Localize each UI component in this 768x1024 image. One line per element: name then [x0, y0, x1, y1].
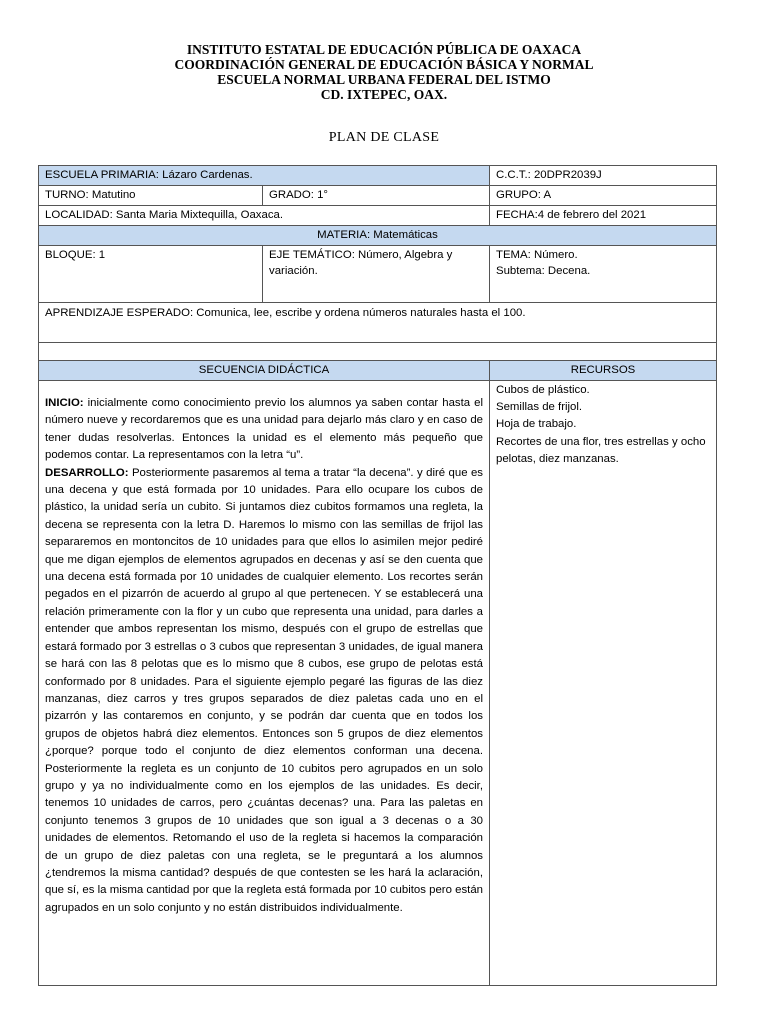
recurso-item: Hoja de trabajo. [496, 418, 577, 431]
aprendizaje-cell: APRENDIZAJE ESPERADO: Comunica, lee, escribe y ordena números naturales hasta el 100. [39, 303, 717, 343]
secuencia-cell [39, 381, 490, 986]
inicio-paragraph [45, 395, 483, 465]
tema-text: TEMA: Número. [496, 249, 578, 261]
inicio-text: inicialmente como conocimiento previo los alumnos ya saben contar hasta el número nueve y recordaremos que es una unidad para dejarlo más claro y en caso de tener dudas resolverlas. Entonces la unidad es el elemento más pequeño que podemos contar. La representamos con la letra “u”. [45, 397, 483, 462]
eje-tematico-cell: EJE TEMÁTICO: Número, Algebra y variación. [263, 246, 490, 303]
desarrollo-label: DESARROLLO: [45, 466, 129, 479]
tema-cell [490, 246, 717, 303]
secuencia-header: SECUENCIA DIDÁCTICA [39, 361, 490, 381]
localidad-cell: LOCALIDAD: Santa Maria Mixtequilla, Oaxaca. [39, 206, 490, 226]
fecha-cell: FECHA:4 de febrero del 2021 [490, 206, 717, 226]
header-line-4: CD. IXTEPEC, OAX. [320, 87, 448, 102]
cct-cell: C.C.T.: 20DPR2039J [490, 166, 717, 186]
desarrollo-paragraph [45, 465, 483, 918]
recursos-header: RECURSOS [490, 361, 717, 381]
school-cell: ESCUELA PRIMARIA: Lázaro Cardenas. [39, 166, 490, 186]
materia-cell: MATERIA: Matemáticas [39, 226, 717, 246]
inicio-label: INICIO: [45, 397, 84, 409]
lesson-plan-table [38, 165, 717, 986]
grado-cell: GRADO: 1° [263, 186, 490, 206]
recurso-item: Recortes de una flor, tres estrellas y ocho pelotas, diez manzanas. [496, 435, 706, 465]
header-line-2: COORDINACIÓN GENERAL DE EDUCACIÓN BÁSICA Y NORMAL [174, 57, 594, 72]
recurso-item: Cubos de plástico. [496, 384, 590, 396]
institution-header [0, 42, 768, 102]
desarrollo-text: Posteriormente pasaremos al tema a tratar “la decena”. y diré que es una decena y que está formada por 10 unidades. Para ello ocupare los cubos de plástico, la unidad sería un cubito. Si juntamos diez cubitos formamos una regleta, la decena se representa con la letra D. Haremos lo mismo con las semillas de frijol las separaremos en montoncitos de 10 unidades para que ellos lo asimilen mejor pediré que me digan ejemplos de elementos agrupados en decenas y así se den cuenta que una decena está formada por 10 unidades de cualquier elemento. Los recortes serán pegados en el pizarrón de acuerdo al grupo al que pertenecen. Y se establecerá una relación primeramente con la flor y un cubo que representa una unidad, para darles a entender que ambos representan los mismo, después con el grupo de estrellas que estará formado por 3 estrellas o 3 cubos que representan 3 unidades, de igual manera se hará con las 8 pelotas que es lo mismo que 8 cubos, ese grupo de pelotas está conformado por 8 unidades. Para el siguiente ejemplo pegaré las figuras de las diez manzanas, diez carros y tres grupos separados de diez paletas cada uno en el pizarrón y las contaremos en conjunto, y se podrán dar cuenta que en todos los grupos de objetos habrá diez elementos. Entonces son 5 grupos de diez elementos ¿porque? porque todo el conjunto de diez elementos conforman una decena. Posteriormente la regleta es un conjunto de 10 cubitos pero agrupados en un solo grupo y ya no individualmente como en los ejemplos de las unidades. Es decir, tenemos 10 unidades de carros, pero ¿cuántas decenas? una. Para las paletas en conjunto tenemos 3 grupos de 10 unidades que son igual a 3 decenas o a 30 unidades de elementos. Retomando el uso de la regleta si hacemos la comparación de un grupo de diez paletas con una regleta, se le preguntará a los alumnos ¿tendremos la misma cantidad? después de que contesten se les hará la aclaración, que sí, es la misma cantidad por que la regleta está formada por 10 cubitos pero están agrupados en un solo conjunto y no están distribuidos individualmente. [45, 466, 483, 914]
plan-title: PLAN DE CLASE [328, 130, 440, 145]
bloque-cell: BLOQUE: 1 [39, 246, 263, 303]
grupo-cell: GRUPO: A [490, 186, 717, 206]
recursos-cell [490, 381, 717, 986]
empty-row [39, 343, 717, 361]
header-line-1: INSTITUTO ESTATAL DE EDUCACIÓN PÚBLICA DE OAXACA [186, 42, 582, 57]
recurso-item: Semillas de frijol. [496, 401, 583, 414]
header-line-3: ESCUELA NORMAL URBANA FEDERAL DEL ISTMO [217, 72, 551, 87]
turno-cell: TURNO: Matutino [39, 186, 263, 206]
subtema-text: Subtema: Decena. [496, 265, 591, 277]
secuencia-body [45, 395, 483, 917]
